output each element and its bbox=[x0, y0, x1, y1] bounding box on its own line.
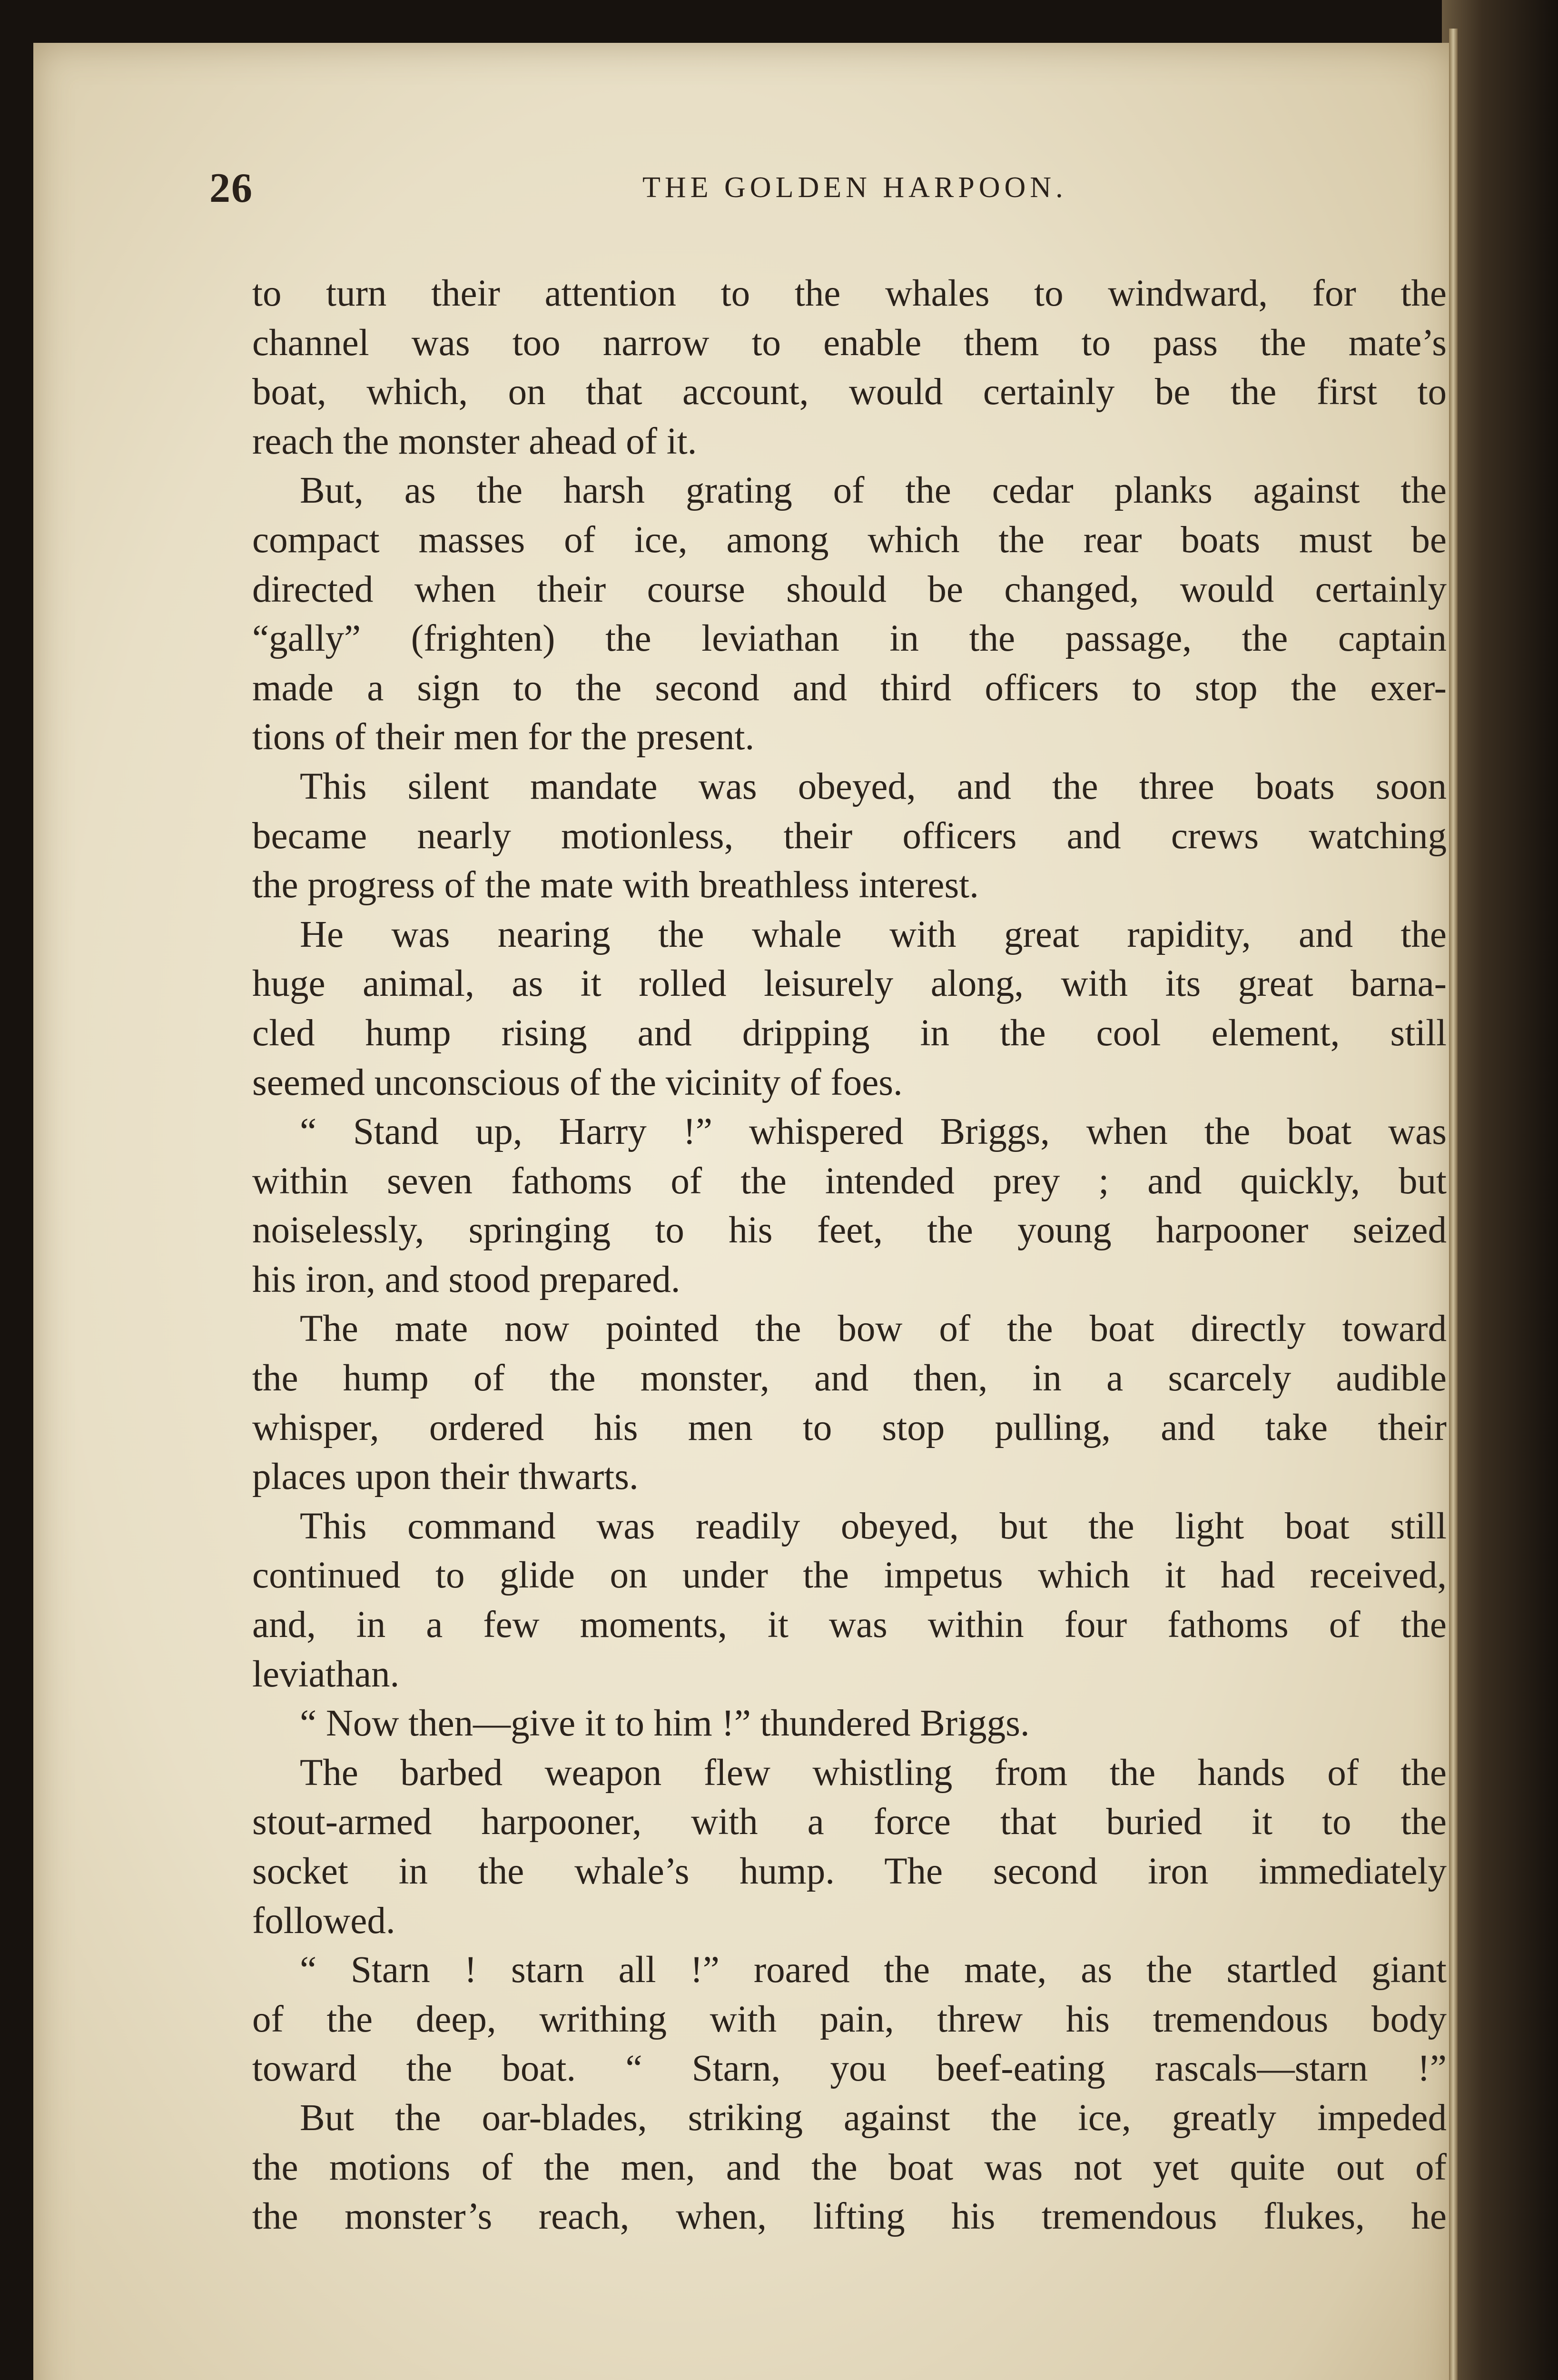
text-line: The mate now pointed the bow of the boat directly toward bbox=[300, 1308, 1447, 1350]
text-line: channel was too narrow to enable them to pass the mate’s bbox=[252, 322, 1447, 364]
book-spine-shadow bbox=[1442, 0, 1558, 2380]
text-line: “gally” (frighten) the leviathan in the passage, the captain bbox=[252, 618, 1447, 660]
page-edge bbox=[1449, 29, 1458, 2380]
text-line: “ Starn ! starn all !” roared the mate, as the startled giant bbox=[300, 1949, 1447, 1991]
text-line: made a sign to the second and third officers to stop the exer- bbox=[252, 667, 1447, 709]
text-line: This command was readily obeyed, but the light boat still bbox=[300, 1505, 1447, 1547]
text-line: whisper, ordered his men to stop pulling, and take their bbox=[252, 1407, 1447, 1448]
text-line: This silent mandate was obeyed, and the three boats soon bbox=[300, 765, 1447, 807]
text-line: stout-armed harpooner, with a force that buried it to the bbox=[252, 1801, 1447, 1843]
text-line: reach the monster ahead of it. bbox=[252, 420, 697, 462]
text-line: his iron, and stood prepared. bbox=[252, 1259, 680, 1300]
text-line: the motions of the men, and the boat was not yet quite out of bbox=[252, 2146, 1447, 2188]
running-head bbox=[209, 164, 1437, 217]
text-line: compact masses of ice, among which the rear boats must be bbox=[252, 519, 1447, 561]
text-line: the progress of the mate with breathless interest. bbox=[252, 864, 979, 906]
text-line: “ Stand up, Harry !” whispered Briggs, when the boat was bbox=[300, 1111, 1447, 1153]
text-line: noiselessly, springing to his feet, the young harpooner seized bbox=[252, 1210, 1447, 1251]
text-line: became nearly motionless, their officers and crews watching bbox=[252, 815, 1447, 857]
text-line: toward the boat. “ Starn, you beef-eating rascals—starn !” bbox=[252, 2048, 1447, 2090]
text-line: places upon their thwarts. bbox=[252, 1456, 639, 1498]
text-line: followed. bbox=[252, 1900, 395, 1942]
text-line: “ Now then—give it to him !” thundered Briggs. bbox=[300, 1703, 1030, 1745]
text-line: But, as the harsh grating of the cedar planks against the bbox=[300, 470, 1447, 512]
text-line: to turn their attention to the whales to windward, for the bbox=[252, 273, 1447, 314]
text-line: cled hump rising and dripping in the cool element, still bbox=[252, 1012, 1447, 1054]
text-line: huge animal, as it rolled leisurely along, with its great barna- bbox=[252, 963, 1447, 1005]
text-line: socket in the whale’s hump. The second iron immediately bbox=[252, 1851, 1447, 1892]
body-text bbox=[252, 269, 1447, 2241]
text-line: of the deep, writhing with pain, threw his tremendous body bbox=[252, 1998, 1447, 2040]
text-line: leviathan. bbox=[252, 1653, 400, 1695]
running-title: THE GOLDEN HARPOON. bbox=[642, 171, 1067, 204]
text-line: the hump of the monster, and then, in a scarcely audible bbox=[252, 1358, 1447, 1399]
text-line: boat, which, on that account, would certainly be the first to bbox=[252, 371, 1447, 413]
page-number: 26 bbox=[209, 165, 253, 211]
text-line: and, in a few moments, it was within four fathoms of the bbox=[252, 1604, 1447, 1646]
text-line: He was nearing the whale with great rapidity, and the bbox=[300, 913, 1447, 955]
text-line: within seven fathoms of the intended prey ; and quickly, but bbox=[252, 1160, 1447, 1202]
text-line: But the oar-blades, striking against the ice, greatly impeded bbox=[300, 2097, 1447, 2139]
text-line: seemed unconscious of the vicinity of foes. bbox=[252, 1061, 903, 1103]
text-line: The barbed weapon flew whistling from the hands of the bbox=[300, 1752, 1447, 1794]
text-line: the monster’s reach, when, lifting his tremendous flukes, he bbox=[252, 2196, 1447, 2238]
text-line: continued to glide on under the impetus which it had received, bbox=[252, 1555, 1447, 1597]
text-line: tions of their men for the present. bbox=[252, 716, 755, 758]
text-line: directed when their course should be changed, would certainly bbox=[252, 568, 1447, 610]
